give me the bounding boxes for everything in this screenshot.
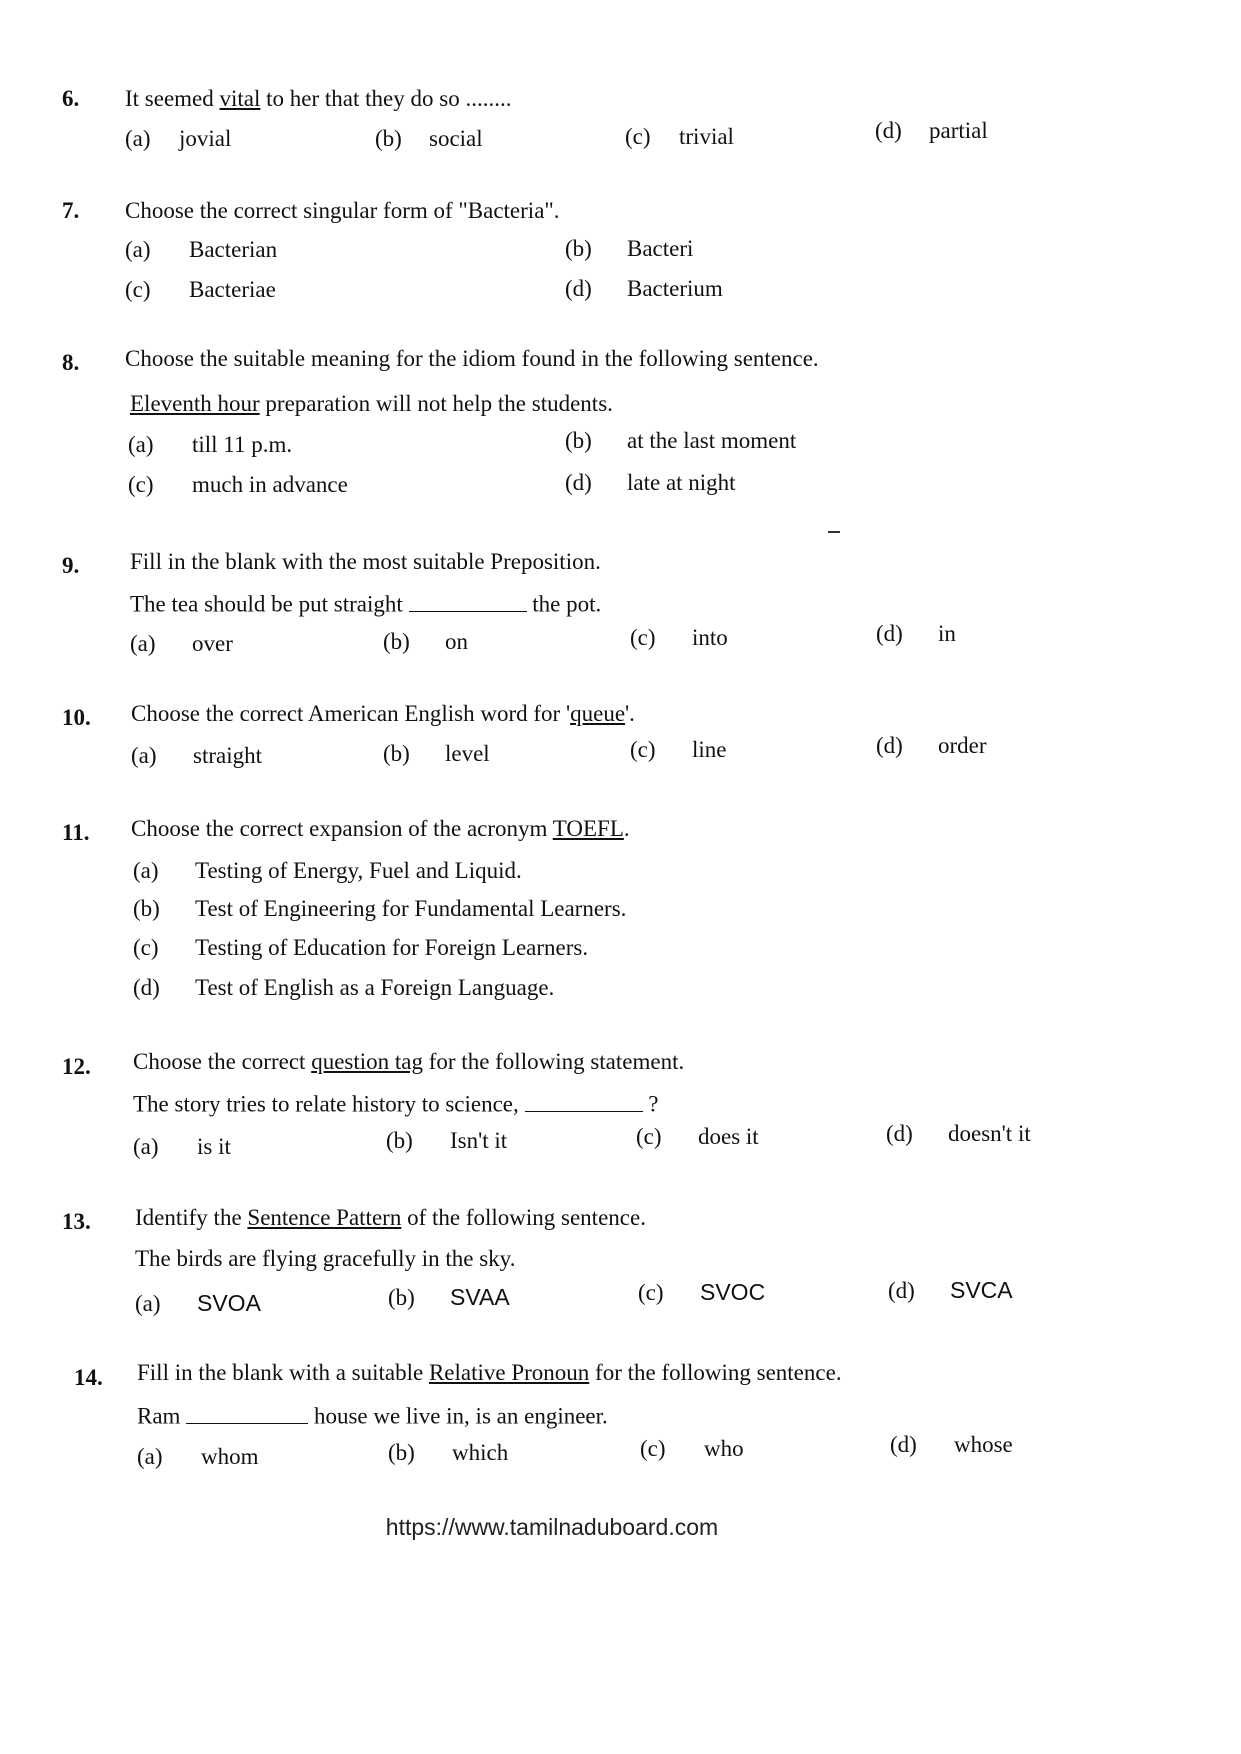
question-stem: Choose the correct question tag for the following statement. [133, 1049, 685, 1074]
option-a[interactable]: (a) whom [137, 1444, 259, 1469]
answer-blank[interactable] [525, 1090, 643, 1112]
option-c[interactable]: (c) Testing of Education for Foreign Learners. [133, 935, 589, 960]
question-number: 7. [62, 198, 80, 223]
option-b[interactable]: (b) Isn't it [386, 1128, 508, 1153]
underlined-term: queue [570, 701, 626, 726]
option-d[interactable]: (d) doesn't it [886, 1121, 1031, 1146]
question-stem: Choose the correct expansion of the acronym TOEFL. [131, 816, 630, 841]
option-d[interactable]: (d) Bacterium [565, 276, 723, 301]
question-sentence: The tea should be put straight the pot. [130, 591, 602, 617]
question-stem: Choose the correct American English word for 'queue'. [131, 701, 635, 726]
question-number: 6. [62, 86, 80, 111]
option-b[interactable]: (b) Bacteri [565, 236, 694, 261]
option-b[interactable]: (b) Test of Engineering for Fundamental Learners. [133, 896, 627, 921]
question-stem: Fill in the blank with a suitable Relative Pronoun for the following sentence. [137, 1360, 842, 1385]
question-stem: Choose the suitable meaning for the idiom found in the following sentence. [125, 346, 819, 371]
underlined-term: Sentence Pattern [247, 1205, 402, 1230]
question-stem: Choose the correct singular form of "Bacteria". [125, 198, 560, 223]
question-number: 9. [62, 553, 80, 578]
option-b[interactable]: (b) which [388, 1440, 509, 1465]
answer-blank[interactable] [409, 590, 527, 612]
option-c[interactable]: (c) much in advance [128, 472, 348, 497]
option-d[interactable]: (d) SVCA [888, 1277, 1013, 1303]
question-number: 11. [62, 820, 90, 845]
option-c[interactable]: (c) who [640, 1436, 744, 1461]
option-a[interactable]: (a) straight [131, 743, 262, 768]
option-a[interactable]: (a) till 11 p.m. [128, 432, 293, 457]
option-d[interactable]: (d) Test of English as a Foreign Language. [133, 975, 555, 1000]
underlined-term: TOEFL [552, 816, 624, 841]
question-number: 10. [62, 705, 91, 730]
question-stem: Fill in the blank with the most suitable Preposition. [130, 549, 601, 574]
option-a[interactable]: (a) SVOA [135, 1290, 261, 1316]
underlined-term: Eleventh hour [130, 391, 260, 416]
option-c[interactable]: (c) SVOC [638, 1279, 766, 1305]
question-number: 14. [74, 1365, 103, 1390]
option-a[interactable]: (a) Testing of Energy, Fuel and Liquid. [133, 858, 522, 883]
option-c[interactable]: (c) line [630, 737, 727, 762]
question-number: 13. [62, 1209, 91, 1234]
question-stem: Identify the Sentence Pattern of the following sentence. [135, 1205, 646, 1230]
option-a[interactable]: (a) Bacterian [125, 237, 278, 262]
option-d[interactable]: (d) in [876, 621, 956, 646]
question-sentence: The story tries to relate history to science, ? [133, 1091, 659, 1117]
underlined-term: vital [219, 86, 261, 111]
question-stem: It seemed vital to her that they do so ........ [125, 86, 512, 111]
underlined-term: Relative Pronoun [428, 1360, 590, 1385]
option-c[interactable]: (c) into [630, 625, 728, 650]
option-b[interactable]: (b) SVAA [388, 1284, 510, 1310]
option-c[interactable]: (c) Bacteriae [125, 277, 276, 302]
question-number: 8. [62, 350, 80, 375]
option-b[interactable]: (b) at the last moment [565, 428, 797, 453]
option-d[interactable]: (d) partial [875, 118, 988, 143]
question-sentence: Eleventh hour preparation will not help the students. [130, 391, 613, 416]
option-a[interactable]: (a) is it [133, 1134, 231, 1159]
question-number: 12. [62, 1054, 91, 1079]
option-a[interactable]: (a) over [130, 631, 233, 656]
stray-mark [828, 531, 840, 533]
option-b[interactable]: (b) level [383, 741, 490, 766]
question-sentence: The birds are flying gracefully in the sky. [135, 1246, 516, 1271]
option-c[interactable]: (c) trivial [625, 124, 734, 149]
option-d[interactable]: (d) order [876, 733, 987, 758]
footer-url[interactable]: https://www.tamilnaduboard.com [385, 1514, 719, 1540]
option-d[interactable]: (d) whose [890, 1432, 1013, 1457]
option-c[interactable]: (c) does it [636, 1124, 759, 1149]
option-a[interactable]: (a) jovial [125, 126, 232, 151]
option-b[interactable]: (b) on [383, 629, 468, 654]
underlined-term: question tag [311, 1049, 423, 1074]
option-b[interactable]: (b) social [375, 126, 483, 151]
option-d[interactable]: (d) late at night [565, 470, 736, 495]
question-sentence: Ram house we live in, is an engineer. [137, 1403, 608, 1429]
answer-blank[interactable] [186, 1402, 308, 1424]
